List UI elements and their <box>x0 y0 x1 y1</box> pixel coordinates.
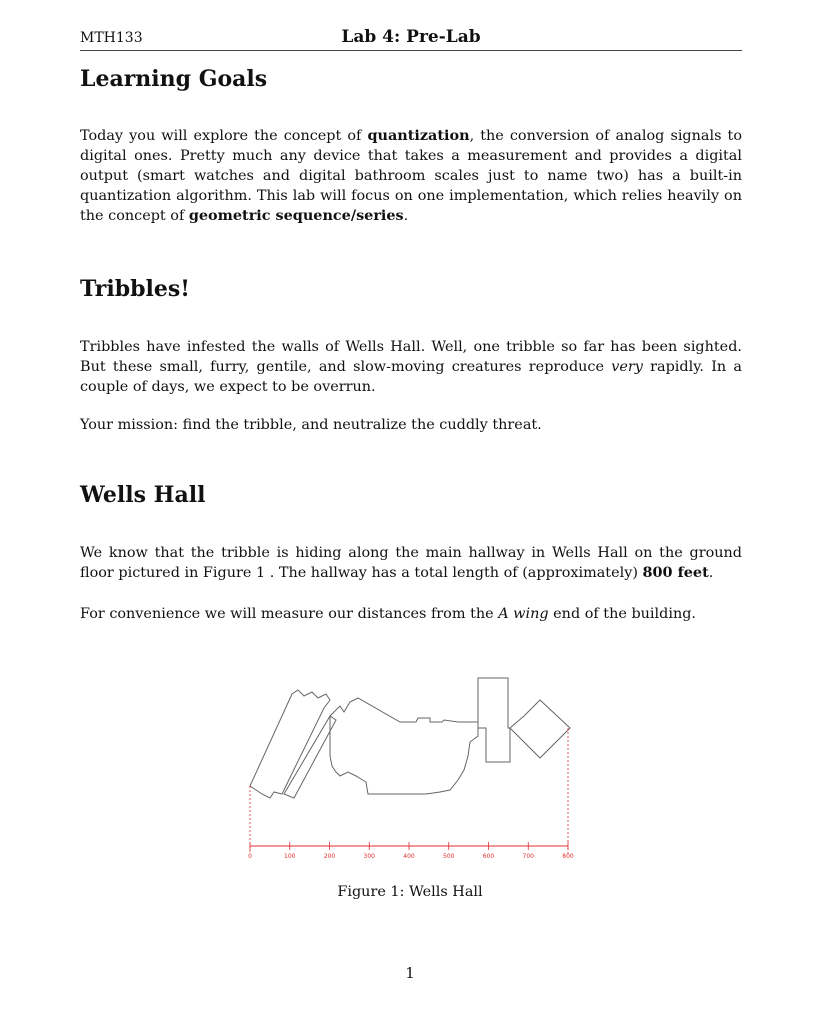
wells-paragraph-2: For convenience we will measure our distances from the A wing end of the building. <box>80 606 696 622</box>
heading-wells-hall: Wells Hall <box>80 482 206 508</box>
axis-ticks <box>248 842 574 860</box>
tribbles-paragraph-1: Tribbles have infested the walls of Wells Hall. Well, one tribble so far has been sighted. But these small, furry, gentile, and slow-moving creatures reproduce very rapidly. In a couple of days, we expect to be overrun. <box>80 339 742 395</box>
learning-goals-paragraph: Today you will explore the concept of quantization, the conversion of analog signals to digital ones. Pretty much any device that takes a measurement and provides a digital output (smart watches and digital bathroom scales just to name two) has a built-in quantization algorithm. This lab will focus on one implementation, which relies heavily on the concept of geometric sequence/series. <box>80 127 743 224</box>
central-building-outline <box>330 698 478 794</box>
figure-caption: Figure 1: Wells Hall <box>337 884 483 900</box>
wells-hall-floorplan <box>240 676 580 866</box>
axis-tick-label: 800 <box>562 853 574 860</box>
a-wing-outline <box>250 690 330 798</box>
axis-tick-label: 600 <box>482 853 495 860</box>
axis-tick-label: 400 <box>403 853 415 860</box>
axis-tick-label: 0 <box>248 853 252 860</box>
east-wing-outline <box>510 700 570 758</box>
inner-wing-outline <box>284 716 336 798</box>
axis-tick-label: 200 <box>323 853 336 860</box>
heading-learning-goals: Learning Goals <box>80 66 268 92</box>
course-code: MTH133 <box>80 30 143 46</box>
page-number: 1 <box>405 964 415 982</box>
page-header <box>80 26 742 51</box>
heading-tribbles: Tribbles! <box>80 276 190 302</box>
lab-title: Lab 4: Pre-Lab <box>341 27 481 47</box>
axis-tick-label: 500 <box>443 853 455 860</box>
wells-paragraph-1: We know that the tribble is hiding along the main hallway in Wells Hall on the ground floor pictured in Figure 1 . The hallway has a total length of (approximately) 800 feet. <box>80 545 742 581</box>
right-tower-outline <box>478 678 510 762</box>
wells-hall-figure <box>240 676 580 866</box>
axis-tick-label: 300 <box>363 853 375 860</box>
tribbles-paragraph-2: Your mission: find the tribble, and neutralize the cuddly threat. <box>80 417 542 433</box>
axis-tick-label: 700 <box>522 853 534 860</box>
axis-tick-label: 100 <box>284 853 296 860</box>
